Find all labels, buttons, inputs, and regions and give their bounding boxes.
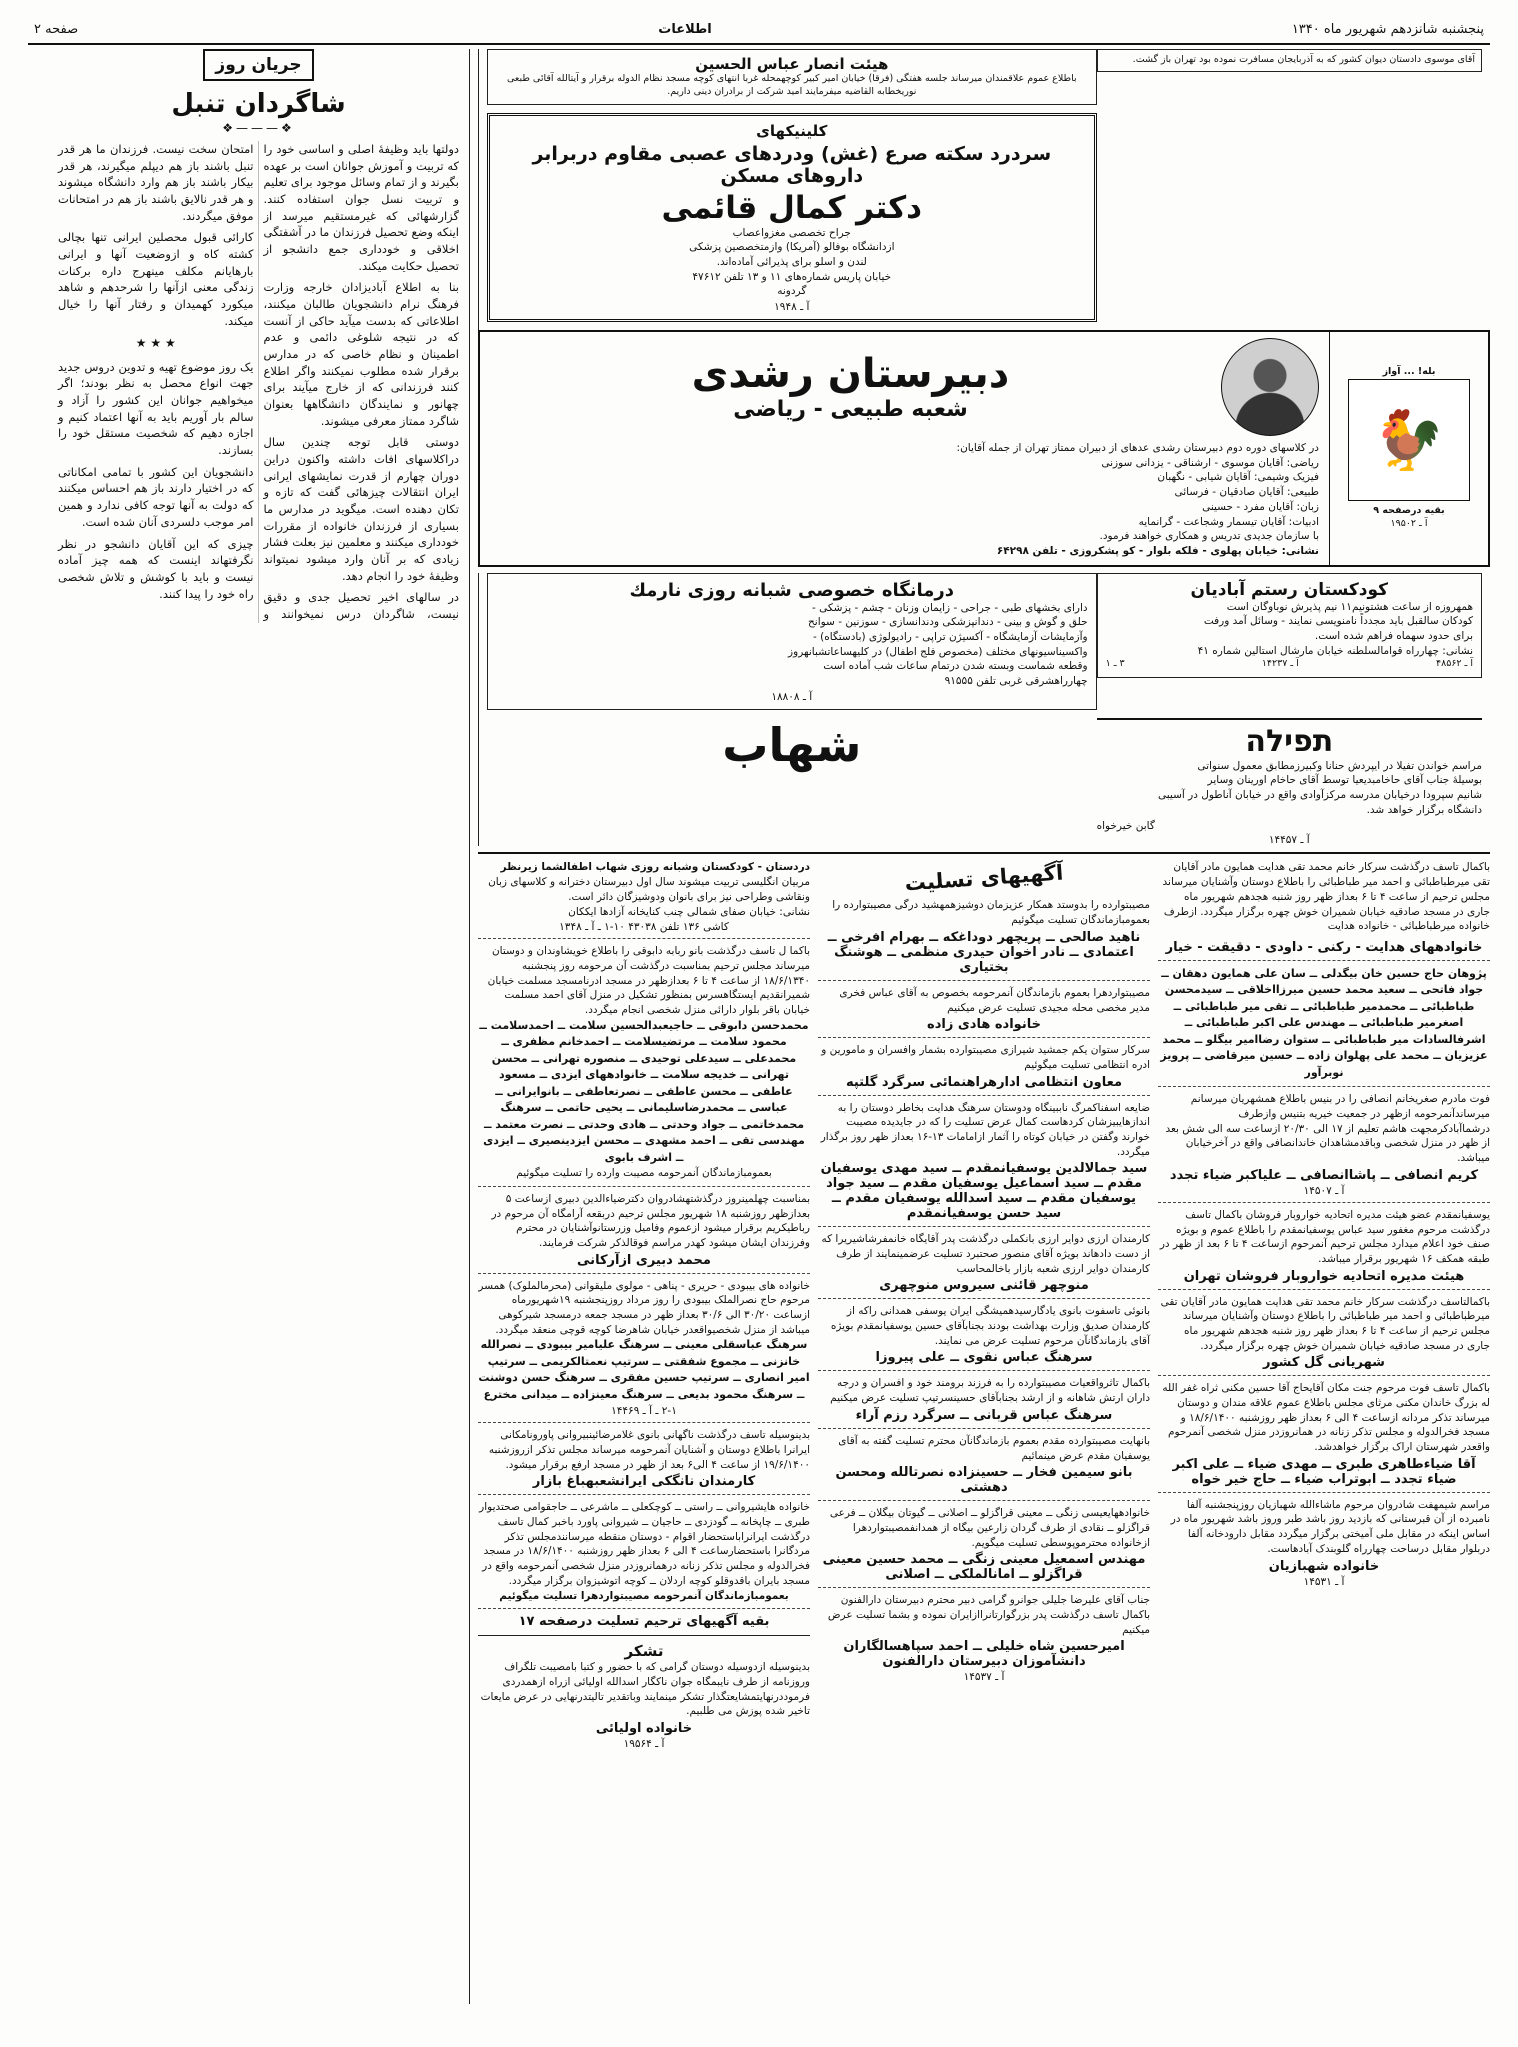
rooster-icon: 🐓 xyxy=(1348,379,1470,501)
thanks-title: تشکر xyxy=(624,1642,664,1661)
divider xyxy=(478,1635,810,1636)
mid-block-5-text: خانواده های بیبودی - حریری - پناهی - مولوی ملیقوانی (محرمالملوک) همسر مرحوم حاج نصرالملک بیبودی را روز مرداد روزپنجشنبه ۱۹شهریورماه ازساعت ۳۰/۲۰ الی ۳۰/۶ بعداز ظهر در مسجد جمعه درمسجد شیرکوهی میباشد از منزل شخصیواقعدر خیابان شاهرضا کوچه قوچی منعقد میگردد. xyxy=(478,1279,810,1336)
kudakestan-title: کودکستان رستم آبادیان xyxy=(1190,579,1389,600)
divider xyxy=(1158,960,1490,961)
clinic-doctor-name: دکتر کمال قائمی xyxy=(661,189,923,226)
obit-block-3-names: کریم انصافی ــ پاشاانصافی ــ علیاکبر ضیاء تجدد xyxy=(1169,1167,1479,1183)
kudakestan-code-3: ۳ ـ ۱ xyxy=(1105,658,1125,670)
thanks-body: بدینوسیله ازدوسیله دوستان گرامی که با حضور و کتبا بامصیبت تلگراف وروزنامه از طرف نایبمگاه جوان ناکگار اسدالله اولیائی ازراه ازهمدردی فرموددرنهایتمشایعتگذار تشکر مینمایند وباتقدیر تالیتدرنهایی در عرض مایعات تاخیر شده پوزش می طلبیم. xyxy=(480,1661,810,1718)
school-teacher-3: طبیعی: آقایان صادقیان - فرسائی xyxy=(1174,486,1319,499)
school-ad-area xyxy=(1097,49,1490,330)
kudakestan-area xyxy=(1097,573,1490,718)
obit-block-4-names: هیئت مدیره اتحادیه خواروبار فروشان تهران xyxy=(1183,1268,1465,1284)
notice-10-text: جناب آقای علیرضا جلیلی جوانرو گرامی دبیر محترم دبیرستان دارالفنون باکمال تاسف درگذشت پدر بزرگوارتانراازایران نموده و بشما تسلیت عرض میکنیم xyxy=(827,1594,1150,1636)
hospital-line-1: دارای بخشهای طبی - جراحی - زایمان وزنان - چشم - پزشکی - xyxy=(811,601,1088,614)
school-subtitle: شعبه طبیعی - ریاضی xyxy=(733,396,968,422)
shahab-banner: شهاب xyxy=(722,717,862,772)
divider xyxy=(818,1226,1150,1227)
notice-7-names: سرهنگ عباس قربانی ــ سرگرد رزم آراء xyxy=(855,1407,1113,1423)
divider xyxy=(478,1608,810,1609)
divider xyxy=(1158,1492,1490,1493)
tefilah-block xyxy=(478,718,1490,847)
school-note: با سازمان جدیدی تدریس و همکاری خواهند فرمود. xyxy=(1099,530,1319,543)
tefilah-title: תפילה xyxy=(1245,723,1334,759)
notice-2-text: مصیبتواردهرا بعموم بازماندگان آنمرحومه بخصوص به آقای عباس فخری مدیر مخصی محله مجیدی تسلیت عرض میکنیم xyxy=(839,986,1150,1014)
divider xyxy=(1158,1086,1490,1087)
kudakestan-ad xyxy=(1097,573,1482,679)
obit-block-4-text: یوسفیانمقدم عضو هیئت مدیره اتحادیه خواروبار فروشان باکمال تاسف درگذشت مرحوم مغفور سید عباس یوسفیانمقدم را باطلاع عموم و بویژه صنف خود اعلام میدارد مجلس ترحیم آنمرحوم ازساعت ۴ تا ۶ بعد از ظهر در طبقه همکف ۱۶ شهریور برقرار میباشد. xyxy=(1159,1208,1490,1265)
editorial-star-divider: ★ ★ ★ xyxy=(135,336,176,351)
shahab-school-head: دردستان - کودکستان وشبانه روزی شهاب اطفالشما زیرنظر xyxy=(500,861,810,874)
editorial-para-1: دولتها باید وظیفهٔ اصلی و اساسی خود را که تربیت و آموزش جوانان است بر عهده بگیرند و از تمام وسائل موجود برای تعلیم و تربیت نسل جوان استفاده کنند. گزارشهائی که غیرمستقیم میرسد از اینکه وضع تحصیل فرزندان ما در آشفتگی اخلاقی و خودداری جمع دانشجو از تحصیل حکایت میکند. xyxy=(263,142,459,273)
final-notice-text: مراسم شیمهفت شادروان مرحوم ماشاءالله شهبازیان روزپنجشنبه آلفا نامبرده از آن قبرستانی که بازدید روز باشد طبر وروز باشد شهریور ماه در اساس اینکه در مقابل ملی آمیختی برگزار میگردد مقابل دارودخانه آلفا دربلوار مقابل درساحت چهارراه گلوبندک آبادهاست. xyxy=(1170,1498,1490,1555)
heyat-ansar-box xyxy=(487,49,1097,105)
school-title: دبیرستان رشدی xyxy=(691,350,1010,397)
masthead-date: پنجشنبه شانزدهم شهریور ماه ۱۳۴۰ xyxy=(1291,22,1484,37)
final-notice-code: آ ـ ۱۴۵۳۱ xyxy=(1303,1575,1345,1588)
mid-block-7-sign: کارمندان نانگکی ایرانشعبهباغ بازار xyxy=(532,1474,756,1490)
divider xyxy=(818,1587,1150,1588)
editorial-para-6: یک روز موضوع تهیه و تدوین دروس جدید جهت انواع محصل به نظر بودند؛ اگر میخواهیم جوانان این کشور را آزاد و سالم بار آوریم باید به آنها اعتماد کنیم و اجازه دهیم که شخصیت مستقل خود را بسازند. xyxy=(58,359,254,458)
section-divider xyxy=(478,852,1490,854)
clinic-line-1: جراح تخصصی مغزواعصاب xyxy=(732,226,851,239)
kudakestan-code-2: آ ـ ۱۴۲۳۷ xyxy=(1261,658,1299,670)
thanks-code: آ ـ ۱۹۵۶۴ xyxy=(623,1737,665,1750)
mid-block-7-text: بدینوسیله تاسف درگذشت ناگهانی بانوی غلامرضائینبیروانی پاورونامکانی ایرانرا باطلاع دوستان و آشنایان آنمرحومه میرساند مجلس تذکر ازروزشنبه ۱۹/۶/۱۴۰۰ از ساعت ۴ الی۶ بعد از ظهر در مسجد ارفع برقرار میشود. xyxy=(488,1429,810,1471)
notice-9-names: مهندس اسمعیل معینی زنگی ــ محمد حسین معینی قراگزلو ــ امانالملکی ــ اصلانی xyxy=(822,1552,1146,1583)
hospital-line-2: حلق و گوش و بینی - دندانپزشکی ودندانسازی - سوزنین - سوانح xyxy=(808,616,1088,629)
notice-4-text: ضایعه اسفناکمرگ ناببینگاه ودوستان سرهنگ هدایت بخاطر دوستان را به اندازهایبیزشان کردهاست کمال عرض تسلیت را که در جایدیده مصیبت خوارند وگفتن در خیابان کوتاه را آثمار ازامامات ۱۳-۱۶ بعداز ظهر روز برگذار میگردد. xyxy=(820,1101,1150,1158)
editorial-para-2: بنا به اطلاع آبادیزادان خارجه وزارت فرهنگ نرام دانشجویان طالبان میکنند، اطلاعاتی که بدست میآید حاکی از آنست که در نتیجه شلوغی دائمی و عدم اطمینان و نظام خاصی که در مدارس برقرار شده مطلوب نمیکنند واگر اطلاع کنند فرزندانی که از خارج میآیند برای چهانور و نمایندگان دانشگاهها بعنوان شاگرد ممتاز معرفی میشوند. xyxy=(263,280,459,428)
tefilah-line-3: شانیم سپرودا درخیابان مدرسه مرکزآوادی واقع در خیابان آناطول در آسیبی xyxy=(1158,789,1482,802)
tefilah-area xyxy=(1097,718,1490,847)
school-teacher-5: ادبیات: آقایان تیسمار وشجاعت - گرانمایه xyxy=(1138,515,1319,528)
notice-7-text: باکمال تاثرواقعیات مصیبتوارده را به فرزند برومند خود و افسران و درجه داران ارتش شاهانه و از ارشد بجنابآقای حسینسرتیپ تسلیت عرض میکنیم xyxy=(830,1377,1150,1405)
column-kicker-box: جریان روز xyxy=(203,49,313,81)
hospital-line-6: چهارراهشرقی غربی تلفن ۹۱۵۵۵ xyxy=(944,675,1088,687)
divider xyxy=(478,1273,810,1274)
school-address: نشانی: خیابان پهلوی - فلکه بلوار - کو پشکروزی - تلفن ۶۴۲۹۸ xyxy=(996,544,1319,557)
hospital-title: درمانگاه خصوصی شبانه روزی نارمك xyxy=(629,579,955,601)
masthead-divider xyxy=(28,43,1490,45)
obit-block-3-code: آ ـ ۱۴۵۰۷ xyxy=(1303,1184,1345,1197)
editorial-body xyxy=(58,141,459,623)
school-teacher-2: فیزیک وشیمی: آقایان شیابی - نگهبان xyxy=(1157,471,1319,484)
divider xyxy=(818,980,1150,981)
kudakestan-line-1: همهروزه از ساعت هشتونیم۱۱ نیم پذیرش نوباوگان است xyxy=(1226,600,1473,613)
sidebar-right-block1-sign: شهریانی گل کشور xyxy=(1263,1355,1385,1371)
notice-5-names: منوچهر قائنی سیروس منوچهری xyxy=(879,1278,1089,1294)
notice-4-names: سید جمالالدین یوسفیانمقدم ــ سید مهدی یوسفیان مقدم ــ سید اسماعیل یوسفیان مقدم ــ سید جواد یوسفیان مقدم ــ سید اسدالله یوسفیان مقدم ــ سید حسن یوسفیانمقدم xyxy=(820,1161,1148,1222)
hospital-ad-code: آ ـ ۱۸۸۰۸ xyxy=(771,690,813,703)
school-continue-label: بقیه درصفحه ۹ xyxy=(1373,504,1445,516)
notice-8-text: بانهایت مصیبتوارده مقدم بعموم بازماندگانآن محترم تسلیت گفته به آقای یوسفیان مقدم عرض مینمائیم xyxy=(838,1434,1150,1462)
thanks-sign: خانواده اولیائی xyxy=(595,1720,693,1736)
mid-block-4-text: بمناسبت چهلمینروز درگذشتهشادروان دکترضیاءالدین دبیری ازساعت ۵ بعدازظهر روزشنبه ۱۸ شهریور مجلس ترحیم دربقعه آرامگاه آن مرحوم در رباطیکریم برقرار میشود ازعموم وفامیل وزرستانوآشنایان در محترم وفرزندان ایشان میشود کهدر مراسم فوقالذکر شرکت فرمایند. xyxy=(491,1192,810,1249)
school-ad-body xyxy=(480,332,1329,565)
page-columns xyxy=(28,49,1490,2004)
school-teacher-1: ریاضی: آقایان موسوی - ارشناقی - یزدانی سوزنی xyxy=(1101,456,1319,469)
obituary-columns xyxy=(478,860,1490,1750)
shahab-school-body: مربیان انگلیسی تربیت میشوند سال اول دبیرستان دخترانه و کلاسهای زبان ونقاشی وطراحی نیز برای بانوان ودوشیزگان دائر است. xyxy=(488,876,810,903)
divider xyxy=(818,1037,1150,1038)
notice-3-names: معاون انتظامی ادارهراهنمائی سرگرد گلتپه xyxy=(845,1074,1123,1090)
shahab-area xyxy=(478,718,1097,847)
editorial-headline: شاگردان تنبل xyxy=(171,89,346,119)
divider xyxy=(478,1494,810,1495)
editorial-para-4: در سالهای اخیر تحصیل جدی و دقیق نیست، شاگردان درس نمیخوانند و امتحان سخت نیست. فرزندان ما هر قدر تنبل باشند باز هم دیپلم میگیرند، هر قدر بیکار باشند باز هم وارد دانشگاه میشوند و هر قدر نالایق باشند باز هم در امتحانات موفق میگردند. xyxy=(58,142,459,622)
obit-block-2-names: پژوهان حاج حسین خان بیگدلی ــ سان علی همایون دهقان ــ جواد فاتحی ــ سعید محمد حسین میرزااخلاقی ــ سیدمحسن طباطبائی ــ محمدمیر طباطبائی ــ تقی میر طباطبائی ــ اصغرمیر طباطبائی ــ مهندس علی اکبر طباطبائی ــ اشرفالسادات میر طباطبائی ــ ستوان رضاامیر بیگلو ــ محمد عزیزیان ــ محمد علی پهلوان زاده ــ حسین میرقاضی ــ پرویز نوبرآور xyxy=(1160,966,1488,1079)
mid-block-3-footer: بعمومبازماندگان آنمرحومه مصیبت وارده را تسلیت میگوئیم xyxy=(516,1167,772,1180)
notice-10-names: امیرحسین شاه خلیلی ــ احمد سپاهسالگاران دانشآموزان دبیرستان دارالفنون xyxy=(843,1639,1125,1670)
notice-6-text: بانوئی تاسفوت بانوی یادگارسیدهمیشگی ایران یوسفی همدانی راکه از کارمندان صدیق وزارت بهداشت بودند بجنابآقای حسین یوسفیانمقدم بویژه آقای بازماندگانآن مرحوم تسلیت عرض می نمایند. xyxy=(830,1305,1150,1347)
az-arak-text: باکمال تاسف فوت مرحوم جنت مکان آقایحاج آقا حسین مکنی ثراه غفر الله له بزرگ خاندان مکنی مرثای مجلس باطلاع عموم علاقه مندان و دوستان میرساند تذکر مردانه ازساعت ۴ الی ۶ بعداز ظهر روزشنبه ۱۸/۶/۱۴۰۰ و مسجد فخرالدوله و مجلس تذکر زنانه در همانروزدر منزل شخصی آنمرحوم واقعدر شهرستان اراک برگزار خواهدشد. xyxy=(1162,1382,1490,1454)
notice-5-text: کارمندان ارزی دوایر ارزی بانکملی درگذشت پدر آقایگاه خانمفرشاشیریرا که از دست دادهاند بویژه آقای منصور صحتبرد تسلیت عرضمینمایند از طرف کارمندان دوایر ارزی شعبه بازار باخالمحاسب xyxy=(821,1233,1150,1275)
divider xyxy=(1158,1289,1490,1290)
mid-block-3-names: محمدحسن دابوقی ــ حاجیعبدالحسین سلامت ــ احمدسلامت ــ محمود سلامت ــ مرتضیسلامت ــ احمدخانم مظفری ــ محمدعلی ــ سیدعلی توحیدی ــ منصوره تهرانی ــ محسن تهرانی ــ خدیجه سلامت ــ خانوادههای ایزدی ــ مسعود عاطفی ــ محسن عاطفی ــ نصرتعاطفی ــ بانوایرانی ــ عباسی ــ محمدرضاسلیمانی ــ یحیی حاتمی ــ سرهنگ محمدخاتمی ــ جواد وحدتی ــ هادی وحدتی ــ نصرت معتمد ــ مهندسی تقی ــ احمد مشهدی ــ محسن ایزدینصیری ــ ایزدی ــ اشرف بابوی xyxy=(479,1018,809,1164)
notice-1-names: ناهید صالحی ــ پریچهر دوداغکه ــ بهرام افرخی ــ اعتمادی ــ نادر اخوان حیدری منظمی ــ هوشنگ بختیاری xyxy=(827,929,1141,975)
mid-block-2-text: باکما ل تاسف درگذشت بانو ربابه دابوقی را باطلاع خویشاوندان و دوستان میرساند مجلس ترحیم بمناسبت درگذشت آن مرحومه روز پنجشنبه ۱۸/۶/۱۳۴۰ از ساعت ۴ تا ۶ بعدازظهر در مسجد ادرنامسجد مسلمت خیابان شمیرانقدیم ایستگاهسرس بمنظور تشکیل در منزل آقای احمد مسلمت خیابان باقر بلوار دارائی منزل شخصی انجام میگردد. xyxy=(487,945,810,1016)
tefilah-sign: گابن خیرخواه xyxy=(1096,820,1155,833)
mid-block-4-sign: محمد دبیری ازآرکانی xyxy=(577,1252,711,1268)
clinic-line-3: لندن و اسلو برای پذیرائی آماده‌اند. xyxy=(716,256,867,268)
editorial-column xyxy=(58,49,470,2004)
sidebar-right-block1: باکمالتاسف درگذشت سرکار خانم محمد تقی هدایت همایون مادر آقایان تقی میرطباطبائی و احمد میر طباطبائی را باطلاع دوستان وآشنایان میرساند مجلس ترحیم از ساعت ۴ تا ۶ بعداز ظهر روز شنبه هجدهم شهریور ماه جاری در مسجد صادقیه خیابان شمیران خوش چهره برگزار میگردد. xyxy=(1160,1295,1490,1352)
editor-note-box xyxy=(1097,49,1482,72)
heyat-title: هیئت انصار عباس الحسین xyxy=(695,55,889,73)
hospital-line-3: وآزمایشات آزمایشگاه - آکسیژن تراپی - رادیولوژی (بادستگاه) - xyxy=(813,630,1088,643)
main-content-area xyxy=(470,49,1490,2004)
tefilah-line-4: دانشگاه برگزار خواهد شد. xyxy=(1366,803,1482,816)
clinic-ad-code: آ ـ ۱۹۴۸ xyxy=(774,301,810,314)
notice-6-names: سرهنگ عباس نقوی ــ علی پیروزا xyxy=(875,1350,1093,1366)
notice-10-code: آ ـ ۱۴۵۳۷ xyxy=(963,1671,1005,1684)
hospital-line-5: وقطعه شماست وبسته شدن درتمام ساعات شب آماده است xyxy=(823,660,1088,673)
school-logo-cell xyxy=(1329,332,1488,565)
ornament-divider: ❖———❖ xyxy=(222,121,295,135)
notice-3-text: سرکار ستوان یکم جمشید شیرازی مصیبتوارده بشمار وافسران و مامورین و ادره انتظامی تسلیت میگوئیم xyxy=(821,1044,1150,1071)
tefilah-line-2: بوسیلهٔ جناب آقای حاخامبدیعیا توسط آقای حاخام اورینان وسایر xyxy=(1207,774,1482,787)
kudakestan-line-3: برای حدود سهماه فراهم شده است. xyxy=(1314,629,1473,642)
divider xyxy=(478,938,810,939)
masthead-page-number: صفحه ۲ xyxy=(34,22,79,37)
divider xyxy=(478,1186,810,1187)
clinic-line-5: گردونه xyxy=(777,285,807,298)
divider xyxy=(1158,1202,1490,1203)
divider xyxy=(818,1370,1150,1371)
divider xyxy=(818,1095,1150,1096)
masthead-paper-name: اطلاعات xyxy=(658,22,712,37)
obituary-col-left xyxy=(478,860,810,1750)
obit-block-3-text: فوت مادرم صغریخانم انصافی را در بنیس باطلاع همشهریان میرسانم میرساندآنمرحومه ازظهر در جمعیت خیریه بتنیس وازطرف درشماآبادکرمجهت هاشم تعلیم از ۱۷ الی ۲۰/۳۰ ازساعت سه الی شش بعد از ظهر در منزل شخصی وباقدمشاهدان خاندانصافی واقع در آخرخیابان میباشد. xyxy=(1165,1093,1490,1165)
logo-caption: بله! ... آواز xyxy=(1382,366,1436,378)
notice-2-names: خانواده هادی زاده xyxy=(927,1017,1041,1033)
divider xyxy=(478,1422,810,1423)
founder-portrait xyxy=(1221,338,1319,436)
tefilah-line-1: مراسم خواندن تفیلا در ایپردش حنانا وکبیرزمطابق معمول سنواتی xyxy=(1197,759,1482,772)
editorial-para-3: دوستی قابل توجه چندین سال دراکلاسهای افات داشته واکنون دراین دوران چهارم از قدرت نمایشهای ایرانی ایران انتقالات چیزهائی گفت که تازه و تکان دهنده است. میگوید در مدارس ما بسیاری از فرزندان خانواده از مقررات خودداری میکنند و معلمین نیز بعلت فشار زیادی که بر آنان وارد میشود نمیتواند وظیفهٔ خود را انجام دهد. xyxy=(263,435,459,583)
second-block xyxy=(478,573,1490,718)
editorial-para-8: چیزی که این آقایان دانشجو در نظر نگرفتهاند اینست که همه چیز آماده نیست و باید با کوشش و تلاش شخصی راه خود را پیدا کنند. xyxy=(58,536,254,601)
mid-block-6-names: سرهنگ عباسقلی معینی ــ سرهنگ علیامیر بیبودی ــ نصرالله خانزنی ــ مجموع شفقتی ــ سرتیپ نعمتالکریمی ــ سرتیپ امیر انصاری ــ سرتیپ حسین مفقری ــ سرهنگ حسن دوشنت ــ سرهنگ محمود بدیعی ــ سرهنگ معینزاده ــ میدانی مخترع xyxy=(478,1338,810,1401)
mid-block-8-code: بعمومبازماندگان آنمرحومه مصیبتواردهرا تسلیت میگوئیم xyxy=(499,1589,789,1602)
editorial-para-7: دانشجویان این کشور با تمامی امکاناتی که در اختیار دارند باز هم احساس میکنند که دولت به آنها توجه کافی ندارد و همین امر موجب دلسردی آنان شده است. xyxy=(58,464,254,529)
hospital-line-4: واکسیناسیونهای مختلف (مخصوص فلج اطفال) در کلیهساعاتشبانهروز xyxy=(788,645,1088,658)
masthead xyxy=(28,22,1490,41)
divider xyxy=(818,1500,1150,1501)
school-ad xyxy=(478,330,1490,567)
clinic-ad-box xyxy=(487,113,1097,322)
obituary-col-right xyxy=(1158,860,1490,1750)
obit-block-1-text: باکمال تاسف درگذشت سرکار خانم محمد تقی هدایت همایون مادر آقایان تقی میرطباطبائی و احمد میر طباطبائی را باطلاع دوستان وآشنایان میرساند مجلس ترحیم از ساعت ۴ تا ۶ بعداز ظهر روز شنبه هجدهم شهریور ماه جاری در مسجد صادقیه خیابان شمیران خوش چهره برگزار میگردد. ازطرف خانواده میرطباطبائی - خانواده هدایت xyxy=(1162,861,1490,933)
kudakestan-code-1: آ ـ ۴۸۵۶۲ xyxy=(1436,658,1473,670)
notice-8-names: بانو سیمین فخار ــ حسینزاده نصرتالله ومحسن دهشتی xyxy=(835,1465,1133,1496)
notice-9-text: خانوادههایعیسی زنگی ــ معینی قراگزلو ــ اصلانی ــ گیوتان بیگلان ــ فرعی قراگزلو ــ نقادی از طرف گردان زارعین بیگاه از همدانفمصیبتواردهرا ازخانواده محترموپوسطی تسلیت میگویم. xyxy=(829,1507,1150,1549)
notice-1-text: مصیبتوارده را بدوستد همکار عزیزمان دوشیزهمهشید درگی مصیبتوارده را بعمومبازماندگان تسلیت میگوئیم xyxy=(832,899,1150,927)
divider xyxy=(818,1428,1150,1429)
school-ad-code: آ ـ ۱۹۵۰۲ xyxy=(1390,517,1428,529)
clinic-line-4: خیابان پاریس شماره‌های ۱۱ و ۱۳ تلفن ۴۷۶۱۲ xyxy=(692,270,892,283)
clinic-line-2: ازدانشگاه بوفالو (آمریکا) وازمتخصصین پزشکی xyxy=(689,241,895,254)
divider xyxy=(1158,1375,1490,1376)
heyat-body: باطلاع عموم علاقمندان میرساند جلسه هفتگی (فرقا) خیابان امیر کبیر کوچهمحله غربا انتهای کوچه مسجد نظام الدوله برقرار و آیتالله آقائی طبعی نوریخطابه القاضیه میفرمایند امید شرکت از برادران دینی داریم. xyxy=(506,73,1077,97)
clinic-ads-area xyxy=(478,49,1097,330)
editor-note-text: آقای موسوی دادستان دیوان کشور که به آذربایجان مسافرت نموده بود تهران باز گشت. xyxy=(1132,54,1475,65)
obit-block-1-names: خانوادههای هدایت - رکنی - داودی - دقیقت - خیار xyxy=(1165,939,1483,955)
hospital-area xyxy=(478,573,1097,718)
final-notice-sign: خانواده شهبازیان xyxy=(1268,1558,1380,1574)
divider xyxy=(818,1298,1150,1299)
condolence-section-title: آگهیهای تسلیت xyxy=(903,860,1065,896)
shahab-school-address: نشانی: خیابان صفای شمالی چنب کنایخانه آزادها ایککان xyxy=(568,905,810,918)
clinic-kicker: کلینیکهای xyxy=(756,121,828,140)
obituary-col-middle xyxy=(818,860,1150,1750)
clinic-subtitle: سردرد سکته صرع (غش) ودردهای عصبی مقاوم دربرابر داروهای مسکن xyxy=(532,142,1052,187)
hospital-ad xyxy=(487,573,1097,710)
mid-block-6-code: ۲-۱ ـ آ ـ ۱۴۴۶۹ xyxy=(611,1405,677,1418)
top-block xyxy=(478,49,1490,330)
kudakestan-line-4: نشانی: چهارراه قوامالسلطنه خیابان مارشال استالین شماره ۴۱ xyxy=(1197,644,1473,657)
mid-block-8-text: خانواده هایشیروانی ــ راستی ــ کوچکعلی ــ ماشرعی ــ حاجقوامی صحتدیوار طبری ــ چاپخانه ــ گودزدی ــ حاجیان ــ شیروانی پاورد باخبر کمال تاسف درگذشت ایرانراباستحضار اقوام - دوستان منقطه میرسانندمجلس تذکر مردگانرا باستحضارساعت ۴ الی ۶ بعداز ظهر روزشنبه ۱۸/۶/۱۴۰۰ در مسجد فخرالدوله و مجلس تذکر زنانه درهمانروزدر منزل شخصی آنمرحومه واقع در مسجد بایران باقدوقلو کوچه اردلان ــ کوچه اتوشیزوان برگزار میگردد. xyxy=(479,1501,810,1587)
az-arak-names: آقا ضیاءطاهری طبری ــ مهدی ضیاء ــ علی اکبر ضیاء تجدد ــ ابوتراب ضیاء ــ حاج خیر خواه xyxy=(1172,1456,1476,1487)
kudakestan-line-2: کودکان سالقبل باید مجدداً نامنویسی نمایند - وسائل آمد ورفت xyxy=(1203,615,1473,628)
editorial-para-5: کارائی قبول محصلین ایرانی تنها بچالی کشته کاه و ازوضعیت آنها و ایرانی بارهایانم مکلف مینهرج داره برکنات زندگی معنی ازآنها را شرحدهم و شاهد میکورد کهمیدان و رفتار آنها را خیال میکند. xyxy=(58,230,254,328)
tefilah-code: آ ـ ۱۴۴۵۷ xyxy=(1268,834,1310,847)
continued-note: بقیه آگهیهای ترحیم تسلیت درصفحه ۱۷ xyxy=(518,1614,770,1630)
school-intro: در کلاسهای دوره دوم دبیرستان رشدی عدهای از دبیران ممتاز تهران از جمله آقایان: xyxy=(956,442,1319,455)
shahab-school-code: کاشی ۱۳۶ تلفن ۴۳۰۳۸ ۱۰-۱ ـ آ ـ ۱۳۴۸ xyxy=(559,921,729,934)
school-teacher-4: زبان: آقایان مفرد - حسینی xyxy=(1202,500,1319,513)
